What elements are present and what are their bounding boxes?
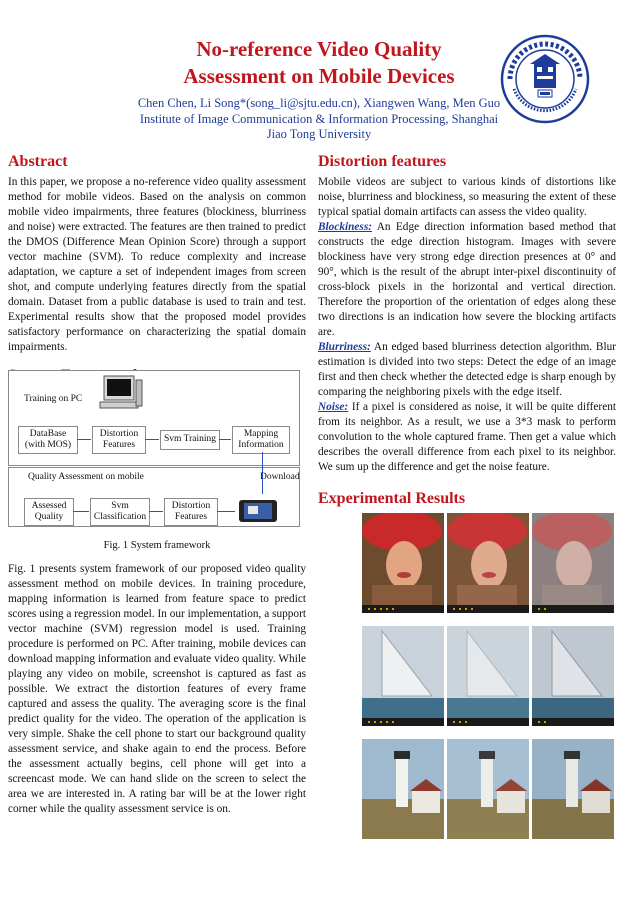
result-lighthouse-noisy bbox=[532, 739, 614, 839]
mobile-phone-icon bbox=[238, 498, 278, 524]
distortion-features-line-2: Features bbox=[102, 440, 136, 450]
assessed-quality-line-2: Quality bbox=[34, 512, 64, 522]
title-line-2: Assessment on Mobile Devices bbox=[183, 64, 455, 88]
rating-bar bbox=[532, 605, 614, 613]
svm-training-label: Svm Training bbox=[163, 434, 216, 445]
svm-classification-line-2: Classification bbox=[93, 512, 147, 522]
institute-line-2: Jiao Tong University bbox=[266, 127, 372, 141]
rating-bar bbox=[447, 605, 529, 613]
database-line-1: DataBase bbox=[29, 428, 67, 439]
right-column bbox=[318, 152, 616, 512]
result-woman-original bbox=[362, 513, 444, 613]
download-arrow bbox=[262, 452, 263, 494]
noise-paragraph bbox=[318, 400, 616, 475]
rating-bar bbox=[447, 718, 529, 726]
blurriness-text: An edged based blurriness detection algorithm. Blur estimation is divided into two steps: Detect the edge of an image first and then check whether the detected edge is sharp enough by comparing the neighboring pixels with the edge itself. bbox=[318, 341, 616, 398]
mapping-line-2: Information bbox=[238, 440, 284, 450]
distortion-features-mobile-line-1: Distortion bbox=[171, 500, 211, 511]
distortion-features-node bbox=[92, 426, 146, 454]
figure-1-caption: Fig. 1 System framework bbox=[103, 540, 211, 551]
result-woman-blurred bbox=[447, 513, 529, 613]
arrow-features-to-svm bbox=[145, 439, 159, 440]
rating-bar bbox=[362, 718, 444, 726]
database-line-2: (with MOS) bbox=[24, 440, 72, 450]
result-woman-noisy bbox=[532, 513, 614, 613]
framework-description: Fig. 1 presents system framework of our proposed video quality assessment method on mobile devices. In training procedure, mapping information is learned from feature space to predict scores using a regression model. In our implementation, a support vector machine (SVM) regression model is used. Training procedure is performed on PC. After training, mobile devices can download mapping information and evaluate video quality. While playing any video on mobile, screenshot is captured as fast as possible. We extract the distortion features of every frame captured and assess the quality. The averaging score is the final predict quality for the video. The operation of the application is very simple. Shake the cell phone to start our background quality assessment service, and shake again to end the process. Before the assessment actually begins, cell phone will get into a screencast mode. We can hand slide on the screen to select the area we are interested in. A rating bar will be at the lower right corner while the quality assessment service is on. bbox=[8, 563, 306, 815]
left-column bbox=[8, 152, 306, 389]
distortion-heading: Distortion features bbox=[318, 153, 447, 170]
result-lighthouse-original bbox=[362, 739, 444, 839]
arrow-phone-to-features bbox=[217, 511, 235, 512]
rating-bar bbox=[362, 605, 444, 613]
rating-bar bbox=[532, 718, 614, 726]
blurriness-keyword: Blurriness: bbox=[318, 341, 371, 353]
system-framework-diagram bbox=[8, 370, 306, 560]
abstract-text: In this paper, we propose a no-reference video quality assessment method for mobile videos. Based on the analysis on common mobile video impairments, three features (blockiness, blurriness and noise) were extracted. The features are then trained to predict the DMOS (Difference Mean Opinion Score) through a support vector machine (SVM). To reduce complexity and increase adaptation, we capture a set of independent images from screen shot, and compute underlying features directly from the spatial domain. Dataset from a public database is used to train and test. Experimental results show that the proposed model provides satisfactory performance on characterizing the spatial domain impairments. bbox=[8, 176, 306, 353]
blurriness-paragraph bbox=[318, 340, 616, 400]
blockiness-keyword: Blockiness: bbox=[318, 221, 372, 233]
mapping-line-1: Mapping bbox=[243, 428, 279, 439]
training-label: Training on PC bbox=[24, 394, 83, 404]
assessed-quality-node bbox=[24, 498, 74, 526]
result-sail-blurred bbox=[447, 626, 529, 726]
authors-line: Chen Chen, Li Song*(song_li@sjtu.edu.cn), Xiangwen Wang, Men Guo bbox=[137, 96, 501, 110]
svm-classification-line-1: Svm bbox=[111, 500, 129, 511]
download-label: Download bbox=[260, 472, 300, 482]
title-line-1: No-reference Video Quality bbox=[196, 37, 442, 61]
pc-icon bbox=[98, 374, 144, 412]
distortion-features-mobile-node bbox=[164, 498, 218, 526]
mapping-node bbox=[232, 426, 290, 454]
result-lighthouse-blurred bbox=[447, 739, 529, 839]
arrow-db-to-features bbox=[77, 439, 91, 440]
database-node bbox=[18, 426, 78, 454]
arrow-svm-to-mapping bbox=[219, 439, 231, 440]
svm-training-node bbox=[160, 430, 220, 450]
abstract-heading: Abstract bbox=[8, 153, 68, 170]
mobile-label: Quality Assessment on mobile bbox=[28, 472, 144, 482]
svm-classification-node bbox=[90, 498, 150, 526]
noise-keyword: Noise: bbox=[318, 401, 349, 413]
distortion-intro: Mobile videos are subject to various kinds of distortions like noise, blurriness and blockiness, so measuring the extent of these typical spatial domain artifacts can assess the video quality. bbox=[318, 176, 616, 218]
experimental-results-figure bbox=[362, 513, 614, 841]
blockiness-paragraph bbox=[318, 220, 616, 340]
noise-text: If a pixel is considered as noise, it will be quite different from its neighbor. As a result, we use a 3*3 mask to perform convolution to the whole captured frame. Then get a value which describes the overall difference from each pixel to its neighbor. We sum up the difference and get the noise feature. bbox=[318, 401, 616, 473]
result-sail-blocky bbox=[532, 626, 614, 726]
institute-line-1: Institute of Image Communication & Information Processing, Shanghai bbox=[139, 111, 499, 126]
distortion-features-line-1: Distortion bbox=[99, 428, 139, 439]
distortion-features-mobile-line-2: Features bbox=[174, 512, 208, 522]
results-heading: Experimental Results bbox=[318, 490, 466, 507]
university-seal-logo bbox=[500, 34, 590, 124]
blockiness-text: An Edge direction information based method that constructs the edge direction histogram. Images with severe blockiness have very strong edge direction presences at 0° and 90°, which is the result of the abrupt inter-pixel discontinuity of cross-block pixels in the horizontal and vertical direction. Therefore the proportion of the orientation of edges along these two directions is an indication how severe the blocking artifacts are. bbox=[318, 221, 616, 338]
assessed-quality-line-1: Assessed bbox=[31, 500, 67, 511]
arrow-class-to-quality bbox=[73, 511, 89, 512]
arrow-features-to-class bbox=[149, 511, 163, 512]
result-sail-original bbox=[362, 626, 444, 726]
